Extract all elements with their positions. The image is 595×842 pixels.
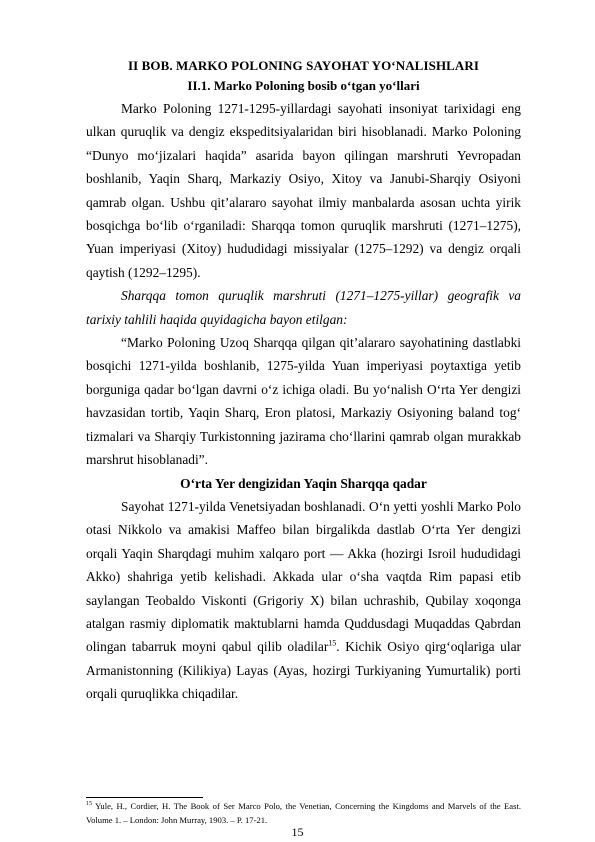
paragraph-1: Marko Poloning 1271-1295-yillardagi sayohati insoniyat tarixidagi eng ulkan quruqlik va dengiz ekspeditsiyalaridan biri hisoblanadi. Marko Poloning “Dunyo mo‘jizalari haqida” asarida bayon qilingan marshruti Yevropadan boshlanib, Yaqin Sharq, Markaziy Osiyo, Xitoy va Janubi-Sharqiy Osiyoni qamrab olgan. Ushbu qit’alararo sayohat ilmiy manbalarda asosan uchta yirik bosqichga bo‘lib o‘rganiladi: Sharqqa tomon quruqlik marshruti (1271–1275), Yuan imperiyasi (Xitoy) hududidagi missiyalar (1275–1292) va dengiz orqali qaytish (1292–1295). [86, 101, 521, 280]
footnote-divider [86, 797, 203, 798]
footnote [86, 799, 521, 827]
footnote-number: 15 [86, 801, 92, 808]
paragraph-4 [86, 495, 521, 706]
page-body [86, 56, 521, 706]
paragraph-3-quote: “Marko Poloning Uzoq Sharqqa qilgan qit’alararo sayohatining dastlabki bosqichi 1271-yilda boshlanib, 1275-yilda Yuan imperiyasi poytaxtiga yetib borguniga qadar bo‘lgan davrni o‘z ichiga oladi. Bu yo‘nalish O‘rta Yer dengizi havzasidan tortib, Yaqin Sharq, Eron platosi, Markaziy Osiyoning baland tog‘ tizmalari va Sharqiy Turkistonning jazirama cho‘llarini qamrab olgan murakkab marshrut hisoblanadi”. [86, 335, 521, 468]
page-number: 15 [291, 825, 304, 839]
paragraph-4-text: Sayohat 1271-yilda Venetsiyadan boshlanadi. O‘n yetti yoshli Marko Polo otasi Nikkolo va amakisi Maffeo bilan birgalikda dastlab O‘rta Yer dengizi orqali Yaqin Sharqdagi muhim xalqaro port — Akka (hozirgi Isroil hududidagi Akko) shahriga yetib kelishadi. Akkada ular o‘sha vaqtda Rim papasi etib saylangan Teobaldo Viskonti (Grigoriy X) bilan uchrashib, Qubilay xoqonga atalgan rasmiy diplomatik maktublarni hamda Quddusdagi Muqaddas Qabrdan olingan tabarruk moyni qabul qilib oladilar [86, 498, 521, 655]
paragraph-4-text-continued: . Kichik Osiyo qirg‘oqlariga ular Armanistonning (Kilikiya) Layas (Ayas, hozirgi Turkiyaning Yumurtalik) porti orqali quruqlikka chiqadilar. [86, 639, 522, 702]
footnote-text: Yule, H., Cordier, H. The Book of Ser Marco Polo, the Venetian, Concerning the Kingdoms and Marvels of the East. Volume 1. – London: John Murray, 1903. – P. 17-21. [86, 801, 521, 825]
section-title: II.1. Marko Poloning bosib o‘tgan yo‘llari [187, 78, 420, 93]
footnote-reference[interactable]: 15 [328, 638, 337, 648]
chapter-title: II BOB. MARKO POLONING SAYOHAT YO‘NALISHLARI [127, 58, 480, 73]
paragraph-2-italic: Sharqqa tomon quruqlik marshruti (1271–1275-yillar) geografik va tarixiy tahlili haqida quyidagicha bayon etilgan: [86, 288, 521, 327]
subheading: O‘rta Yer dengizidan Yaqin Sharqqa qadar [180, 475, 427, 491]
